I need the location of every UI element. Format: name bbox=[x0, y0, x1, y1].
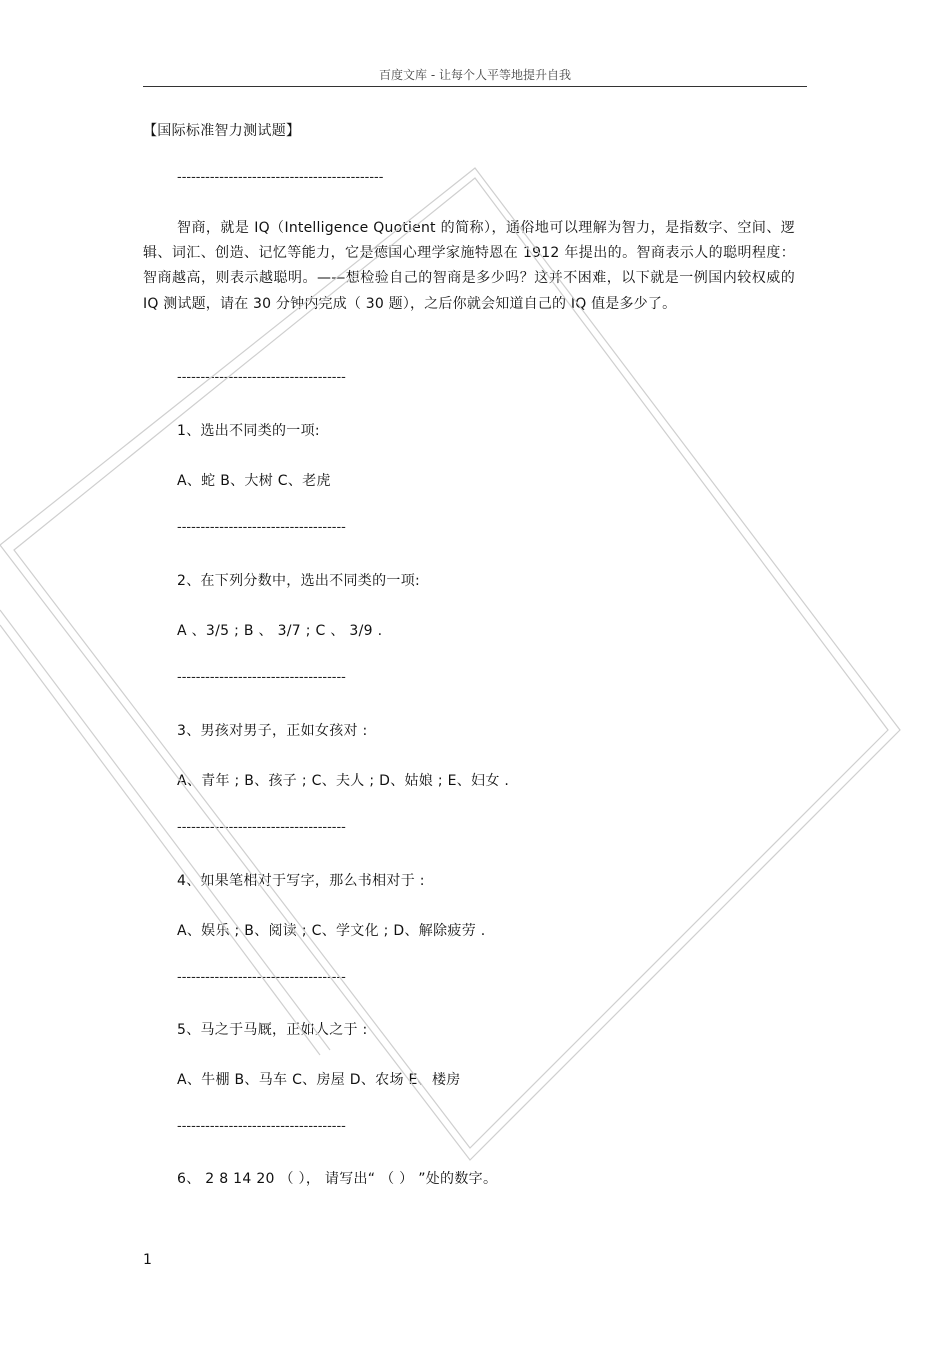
separator-line: ------------------------------------ bbox=[177, 820, 346, 835]
answer-options-4: A、娱乐 ; B、阅读 ; C、学文化 ; D、解除疲劳 . bbox=[177, 923, 486, 939]
header-rule bbox=[143, 86, 807, 87]
answer-options-3: A、青年 ; B、孩子 ; C、夫人 ; D、姑娘 ; E、妇女 . bbox=[177, 773, 510, 789]
separator-line: ------------------------------------ bbox=[177, 520, 346, 535]
separator-line: ------------------------------------ bbox=[177, 970, 346, 985]
page-header: 百度文库 - 让每个人平等地提升自我 bbox=[379, 68, 571, 82]
separator-line: ------------------------------------ bbox=[177, 670, 346, 685]
answer-options-5: A、牛棚 B、马车 C、房屋 D、农场 E、楼房 bbox=[177, 1072, 461, 1088]
question-1: 1、选出不同类的一项: bbox=[177, 423, 320, 439]
question-5: 5、马之于马厩，正如人之于 : bbox=[177, 1022, 368, 1038]
page-number: 1 bbox=[143, 1252, 152, 1268]
intro-paragraph: 智商，就是 IQ（Intelligence Quotient 的简称），通俗地可以理解为智力，是指数字、空间、逻辑、词汇、创造、记忆等能力，它是德国心理学家施特恩在 1912 年提出的。智商表示人的聪明程度：智商越高，则表示越聪明。——想检验自己的智商是多少吗？这并不困难，以下就是一例国内较权威的 IQ 测试题，请在 30 分钟内完成（ 30 题），之后你就会知道自己的 IQ 值是多少了。 bbox=[143, 220, 795, 312]
separator-line: ------------------------------------ bbox=[177, 370, 346, 385]
question-2: 2、在下列分数中，选出不同类的一项: bbox=[177, 573, 421, 589]
separator-line: ------------------------------------ bbox=[177, 1119, 346, 1134]
watermark-edge-line bbox=[0, 625, 320, 1055]
question-4: 4、如果笔相对于写字，那么书相对于 : bbox=[177, 873, 425, 889]
answer-options-2: A 、3/5 ; B 、 3/7 ; C 、 3/9 . bbox=[177, 623, 383, 639]
answer-options-1: A、蛇 B、大树 C、老虎 bbox=[177, 473, 331, 489]
question-3: 3、男孩对男子，正如女孩对 : bbox=[177, 723, 368, 739]
separator-line: -------------------------------------------- bbox=[177, 170, 384, 185]
watermark-inner-diamond bbox=[14, 178, 888, 1148]
document-title: 【国际标准智力测试题】 bbox=[143, 123, 301, 139]
question-6: 6、 2 8 14 20 （ ）， 请写出“ （ ） ”处的数字。 bbox=[177, 1171, 498, 1187]
